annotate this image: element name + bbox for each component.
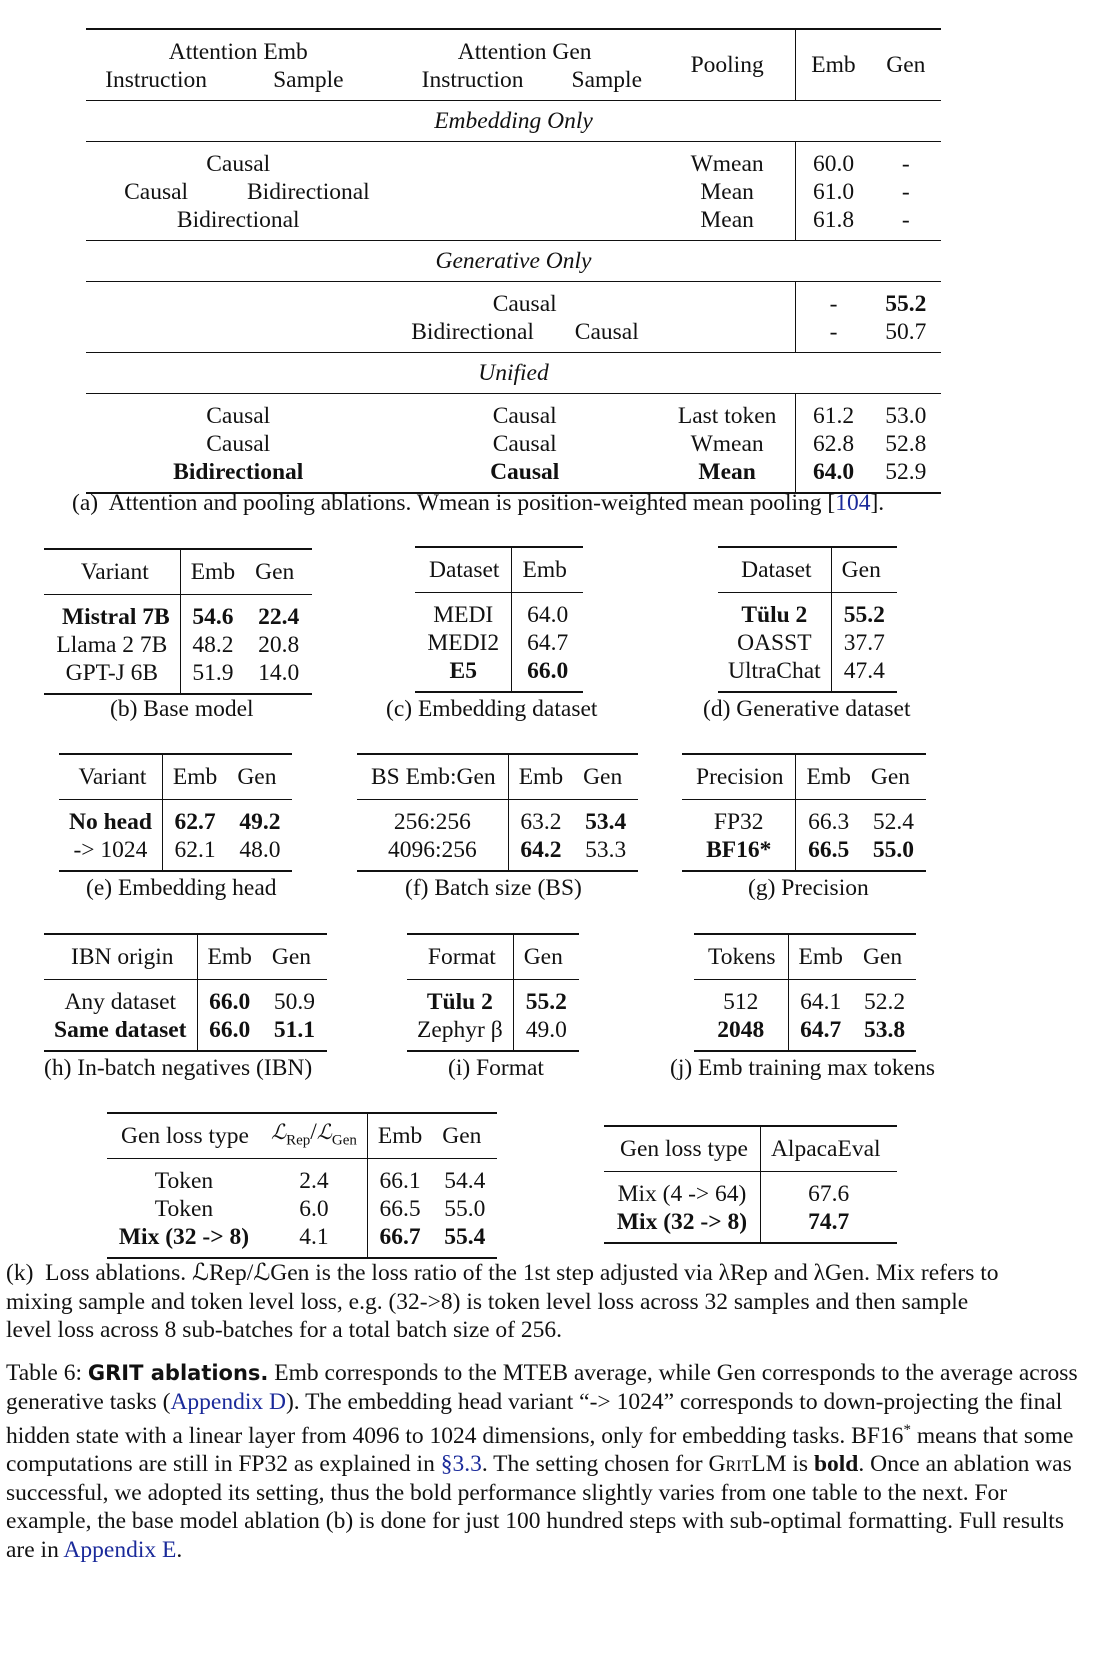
loss-type-cell: Mix (4 -> 64) <box>604 1172 760 1209</box>
header-emb: Emb <box>522 557 567 583</box>
header-gen: Gen <box>237 764 277 790</box>
attn-gen-cell: Causal <box>492 403 557 429</box>
caption-h: (h) In-batch negatives (IBN) <box>44 1055 313 1081</box>
table-c-grid <box>415 546 583 693</box>
emb-cell: 51.9 <box>192 660 234 686</box>
header-emb: Emb <box>806 764 851 790</box>
pooling-cell: Mean <box>659 178 796 206</box>
emb-cell: 54.6 <box>192 604 234 630</box>
attn-emb-cell: Causal <box>206 431 271 457</box>
caption-i: (i) Format <box>448 1055 544 1081</box>
pooling-cell: Wmean <box>659 142 796 179</box>
header-emb-sample: Sample <box>273 67 344 93</box>
caption-a <box>72 489 884 517</box>
attn-emb-instruction-cell: Causal <box>124 179 189 205</box>
gritlm-name: GritLM <box>708 1451 787 1478</box>
table-row <box>86 318 941 353</box>
table-c <box>415 546 583 693</box>
emb-cell: 66.7 <box>379 1224 421 1250</box>
header-gen: Gen <box>841 557 881 583</box>
section-label: Embedding Only <box>434 108 593 134</box>
tokens-cell: 2048 <box>694 1016 788 1051</box>
caption-g: (g) Precision <box>748 875 869 901</box>
table-row <box>107 1223 497 1258</box>
dataset-cell: Tülu 2 <box>718 593 831 630</box>
table-h-grid <box>44 933 327 1052</box>
attn-emb-cell: Bidirectional <box>176 207 300 233</box>
table-row <box>86 458 941 493</box>
caption-f: (f) Batch size (BS) <box>405 875 582 901</box>
table-i-grid <box>407 933 579 1052</box>
table-row <box>357 800 638 837</box>
gen-cell: 54.4 <box>444 1168 486 1194</box>
section-unified <box>86 353 941 394</box>
gen-cell: 48.0 <box>239 837 281 863</box>
dataset-cell: E5 <box>415 657 512 692</box>
table-row <box>357 836 638 871</box>
table-d-grid <box>718 546 897 693</box>
ibn-cell: Same dataset <box>44 1016 197 1051</box>
table-e <box>59 753 292 872</box>
gen-cell: 37.7 <box>843 630 885 656</box>
ratio-cell: 6.0 <box>261 1195 367 1223</box>
table-b-grid <box>44 548 312 695</box>
header-emb: Emb <box>207 944 252 970</box>
table-row <box>718 629 897 657</box>
variant-cell: Mistral 7B <box>44 595 180 632</box>
gen-cell: - <box>901 179 910 205</box>
header-gen-loss-type: Gen loss type <box>121 1123 249 1149</box>
table-a-grid <box>86 28 941 494</box>
pooling-cell: Mean <box>659 206 796 241</box>
header-attention-gen: Attention Gen <box>457 39 592 65</box>
table6-text-1: Emb corresponds to the MTEB average, while Gen corresponds to the average across generative tasks ( <box>6 1360 1078 1415</box>
table-row <box>604 1208 897 1243</box>
header-gen: Gen <box>271 944 312 970</box>
header-emb: Emb <box>172 764 218 790</box>
header-emb: Emb <box>518 764 564 790</box>
alpacaeval-cell: 67.6 <box>808 1181 850 1207</box>
ratio-cell: 2.4 <box>261 1159 367 1196</box>
emb-cell: 64.0 <box>812 459 855 485</box>
gen-cell: - <box>901 151 910 177</box>
header-gen-loss-type: Gen loss type <box>604 1126 760 1172</box>
table6-text-4: . The setting chosen for <box>481 1451 709 1478</box>
dataset-cell: MEDI <box>415 593 512 630</box>
emb-cell: 64.2 <box>520 837 562 863</box>
bs-cell: 256:256 <box>357 800 508 837</box>
table-f <box>357 753 638 872</box>
loss-type-cell: Mix (32 -> 8) <box>604 1208 760 1243</box>
gen-cell: 50.9 <box>273 989 316 1015</box>
gen-cell: 55.2 <box>525 989 567 1015</box>
gen-cell: 20.8 <box>258 632 300 658</box>
gen-cell: 55.2 <box>885 291 927 317</box>
table-d <box>718 546 897 693</box>
header-gen: Gen <box>870 764 911 790</box>
caption-k-line-2: mixing sample and token level loss, e.g. (32->8) is token level loss across 32 samples and then sample <box>6 1288 969 1315</box>
table6-sup: * <box>903 1422 911 1438</box>
table-row <box>407 980 579 1017</box>
variant-cell: No head <box>59 800 162 837</box>
table-row <box>718 657 897 692</box>
header-ibn-origin: IBN origin <box>44 934 197 980</box>
bs-cell: 4096:256 <box>357 836 508 871</box>
header-alpacaeval: AlpacaEval <box>770 1136 881 1162</box>
table-k1-grid <box>107 1112 497 1259</box>
appendix-d-link[interactable]: Appendix D <box>170 1388 286 1415</box>
attn-emb-cell: Causal <box>206 151 271 177</box>
table-j <box>694 933 916 1052</box>
header-precision: Precision <box>682 754 796 800</box>
header-format: Format <box>407 934 513 980</box>
table-f-grid <box>357 753 638 872</box>
table-k2-grid <box>604 1125 897 1244</box>
gen-cell: 52.4 <box>872 809 914 835</box>
emb-cell: 62.8 <box>812 431 855 457</box>
loss-type-cell: Token <box>154 1168 214 1194</box>
table6-text-3: means that some computations are still in FP32 as explained in <box>6 1422 1074 1478</box>
table-row <box>86 282 941 319</box>
variant-cell: -> 1024 <box>59 836 162 871</box>
gen-cell: 52.2 <box>863 989 906 1015</box>
table-g <box>682 753 926 872</box>
gen-cell: 14.0 <box>258 660 300 686</box>
caption-b: (b) Base model <box>110 696 254 722</box>
emb-cell: 64.7 <box>527 630 569 656</box>
table-row <box>59 800 292 837</box>
variant-cell: Llama 2 7B <box>44 631 180 659</box>
table6-text-5: is <box>786 1451 814 1478</box>
attn-emb-cell: Bidirectional <box>173 459 304 485</box>
alpacaeval-cell: 74.7 <box>808 1209 850 1235</box>
header-gen-instruction: Instruction <box>421 67 524 93</box>
attn-emb-cell: Causal <box>206 403 271 429</box>
gen-cell: 52.9 <box>885 459 927 485</box>
loss-type-cell: Mix (32 -> 8) <box>118 1224 250 1250</box>
emb-cell: 64.7 <box>800 1017 842 1043</box>
caption-label: (a) <box>72 490 99 516</box>
emb-cell: 61.8 <box>812 207 855 233</box>
header-emb: Emb <box>811 52 856 78</box>
loss-type-cell: Token <box>154 1196 214 1222</box>
table6-text-7: . <box>176 1536 183 1563</box>
gen-cell: - <box>901 207 910 233</box>
header-gen: Gen <box>583 764 623 790</box>
header-tokens: Tokens <box>694 934 788 980</box>
caption-d: (d) Generative dataset <box>703 696 911 722</box>
header-gen: Gen <box>442 1123 482 1149</box>
attn-gen-cell: Causal <box>492 431 557 457</box>
table-row <box>86 178 941 206</box>
attn-gen-cell: Causal <box>490 459 560 485</box>
table-a <box>86 28 941 494</box>
table-k2 <box>604 1125 897 1244</box>
table-row <box>107 1159 497 1196</box>
table6-caption <box>6 1359 1086 1564</box>
gen-cell: 55.2 <box>843 602 885 628</box>
table-row <box>44 980 327 1017</box>
gen-cell: 47.4 <box>843 658 885 684</box>
loss-ratio-symbol: ℒ <box>270 1119 287 1144</box>
gen-cell: 50.7 <box>885 319 927 345</box>
table-row <box>86 142 941 179</box>
caption-c: (c) Embedding dataset <box>386 696 598 722</box>
emb-cell: 63.2 <box>520 809 562 835</box>
gen-cell: 55.4 <box>444 1224 486 1250</box>
ratio-cell: 4.1 <box>261 1223 367 1258</box>
bold-word: bold <box>813 1451 859 1478</box>
appendix-e-link[interactable]: Appendix E <box>63 1536 177 1563</box>
header-gen: Gen <box>886 52 926 78</box>
table-row <box>415 593 583 630</box>
gen-cell: 53.0 <box>885 403 927 429</box>
header-emb-instruction: Instruction <box>105 67 208 93</box>
caption-j: (j) Emb training max tokens <box>670 1055 935 1081</box>
dataset-cell: MEDI2 <box>415 629 512 657</box>
table-row <box>407 1016 579 1051</box>
emb-cell: 61.0 <box>812 179 855 205</box>
caption-end: ]. <box>870 490 885 516</box>
gen-cell: 53.8 <box>863 1017 906 1043</box>
table-b <box>44 548 312 695</box>
gen-cell: 51.1 <box>273 1017 316 1043</box>
table-row <box>44 659 312 694</box>
emb-cell: 64.0 <box>527 602 569 628</box>
dataset-cell: UltraChat <box>718 657 831 692</box>
format-cell: Zephyr β <box>407 1016 513 1051</box>
table-row <box>718 593 897 630</box>
caption-e: (e) Embedding head <box>86 875 277 901</box>
header-bs: BS Emb:Gen <box>357 754 508 800</box>
gen-cell: 53.3 <box>585 837 627 863</box>
table-row <box>682 836 926 871</box>
emb-cell: 66.0 <box>209 1017 251 1043</box>
header-gen: Gen <box>255 559 295 585</box>
table-row <box>86 394 941 431</box>
table-row <box>44 1016 327 1051</box>
table-row <box>694 1016 916 1051</box>
emb-cell: 66.3 <box>808 809 850 835</box>
table-e-grid <box>59 753 292 872</box>
precision-cell: BF16* <box>682 836 796 871</box>
emb-cell: 62.1 <box>174 837 216 863</box>
table-row <box>86 206 941 241</box>
table-j-grid <box>694 933 916 1052</box>
section-embedding-only <box>86 101 941 142</box>
section-link[interactable]: §3.3 <box>440 1451 482 1478</box>
header-gen: Gen <box>523 944 563 970</box>
emb-cell: 66.1 <box>379 1168 421 1194</box>
header-pooling: Pooling <box>659 29 796 101</box>
emb-cell: 66.0 <box>209 989 251 1015</box>
header-variant: Variant <box>44 549 180 595</box>
gen-cell: 49.2 <box>239 809 281 835</box>
caption-k-line-1 <box>6 1259 1086 1288</box>
table-row <box>44 631 312 659</box>
caption-k-line-3: level loss across 8 sub-batches for a total batch size of 256. <box>6 1317 563 1343</box>
gen-cell: 22.4 <box>258 604 300 630</box>
emb-cell: 66.5 <box>808 837 850 863</box>
attn-gen-cell: Causal <box>492 291 557 317</box>
variant-cell: GPT-J 6B <box>44 659 180 694</box>
gen-cell: 55.0 <box>444 1196 486 1222</box>
emb-cell: 66.0 <box>527 658 569 684</box>
header-dataset: Dataset <box>718 547 831 593</box>
table-row <box>44 595 312 632</box>
caption-label: (k) <box>6 1260 34 1286</box>
dataset-cell: OASST <box>718 629 831 657</box>
attn-gen-sample-cell: Causal <box>574 319 639 345</box>
format-cell: Tülu 2 <box>407 980 513 1017</box>
table6-text-2: ). The embedding head variant “-> 1024” corresponds to down-projecting the final hidden state with a linear layer from 4096 to 1024 dimensions, only for embedding tasks. BF16 <box>6 1388 1063 1449</box>
precision-cell: FP32 <box>682 800 796 837</box>
header-emb: Emb <box>190 559 236 585</box>
gen-cell: 55.0 <box>872 837 914 863</box>
section-generative-only <box>86 241 941 282</box>
header-dataset: Dataset <box>415 547 512 593</box>
header-variant: Variant <box>59 754 162 800</box>
emb-cell: 66.5 <box>379 1196 421 1222</box>
gen-cell: 49.0 <box>525 1017 567 1043</box>
table-row <box>86 430 941 458</box>
ibn-cell: Any dataset <box>44 980 197 1017</box>
header-emb: Emb <box>798 944 843 970</box>
section-label: Unified <box>478 360 549 386</box>
table-row <box>415 629 583 657</box>
emb-cell: 48.2 <box>192 632 234 658</box>
emb-cell: - <box>829 291 838 317</box>
table6-label: Table 6: <box>6 1360 83 1386</box>
table-row <box>604 1172 897 1209</box>
citation-link[interactable]: 104 <box>835 490 871 516</box>
table-h <box>44 933 327 1052</box>
table-row <box>682 800 926 837</box>
section-label: Generative Only <box>435 248 592 274</box>
table-row <box>107 1195 497 1223</box>
emb-cell: 60.0 <box>812 151 855 177</box>
header-emb: Emb <box>377 1123 423 1149</box>
pooling-cell: Wmean <box>659 430 796 458</box>
caption-text: Attention and pooling ablations. Wmean is position-weighted mean pooling [ <box>108 490 836 516</box>
table-row <box>59 836 292 871</box>
emb-cell: - <box>829 319 838 345</box>
caption-k <box>6 1259 1086 1345</box>
emb-cell: 64.1 <box>800 989 842 1015</box>
table6-text-6: . Once an ablation was successful, we adopted its setting, thus the bold performance slightly varies from one table to the next. For example, the base model ablation (b) is done for just 100 hundred steps with sub-optimal formatting. Full results are in <box>6 1451 1072 1563</box>
table6-title: GRIT ablations. <box>87 1361 269 1385</box>
emb-cell: 62.7 <box>174 809 216 835</box>
gen-cell: 53.4 <box>585 809 627 835</box>
table-row <box>415 657 583 692</box>
emb-cell: 61.2 <box>812 403 855 429</box>
table-row <box>694 980 916 1017</box>
attn-gen-instruction-cell: Bidirectional <box>411 319 534 345</box>
header-loss-ratio: ℒ$_{Rep}$/ℒ$_{Gen}$ <box>261 1113 367 1159</box>
pooling-cell: Last token <box>659 394 796 431</box>
header-gen-sample: Sample <box>571 67 643 93</box>
pooling-cell: Mean <box>659 458 796 493</box>
table-k1 <box>107 1112 497 1259</box>
table-i <box>407 933 579 1052</box>
gen-cell: 52.8 <box>885 431 927 457</box>
table-a-header-row-1 <box>86 29 941 66</box>
header-gen: Gen <box>862 944 903 970</box>
attn-emb-sample-cell: Bidirectional <box>247 179 370 205</box>
header-attention-emb: Attention Emb <box>168 39 308 65</box>
table-g-grid <box>682 753 926 872</box>
tokens-cell: 512 <box>694 980 788 1017</box>
caption-k-text-1: Loss ablations. ℒRep/ℒGen is the loss ratio of the 1st step adjusted via λRep and λGen. Mix refers to <box>45 1260 999 1286</box>
